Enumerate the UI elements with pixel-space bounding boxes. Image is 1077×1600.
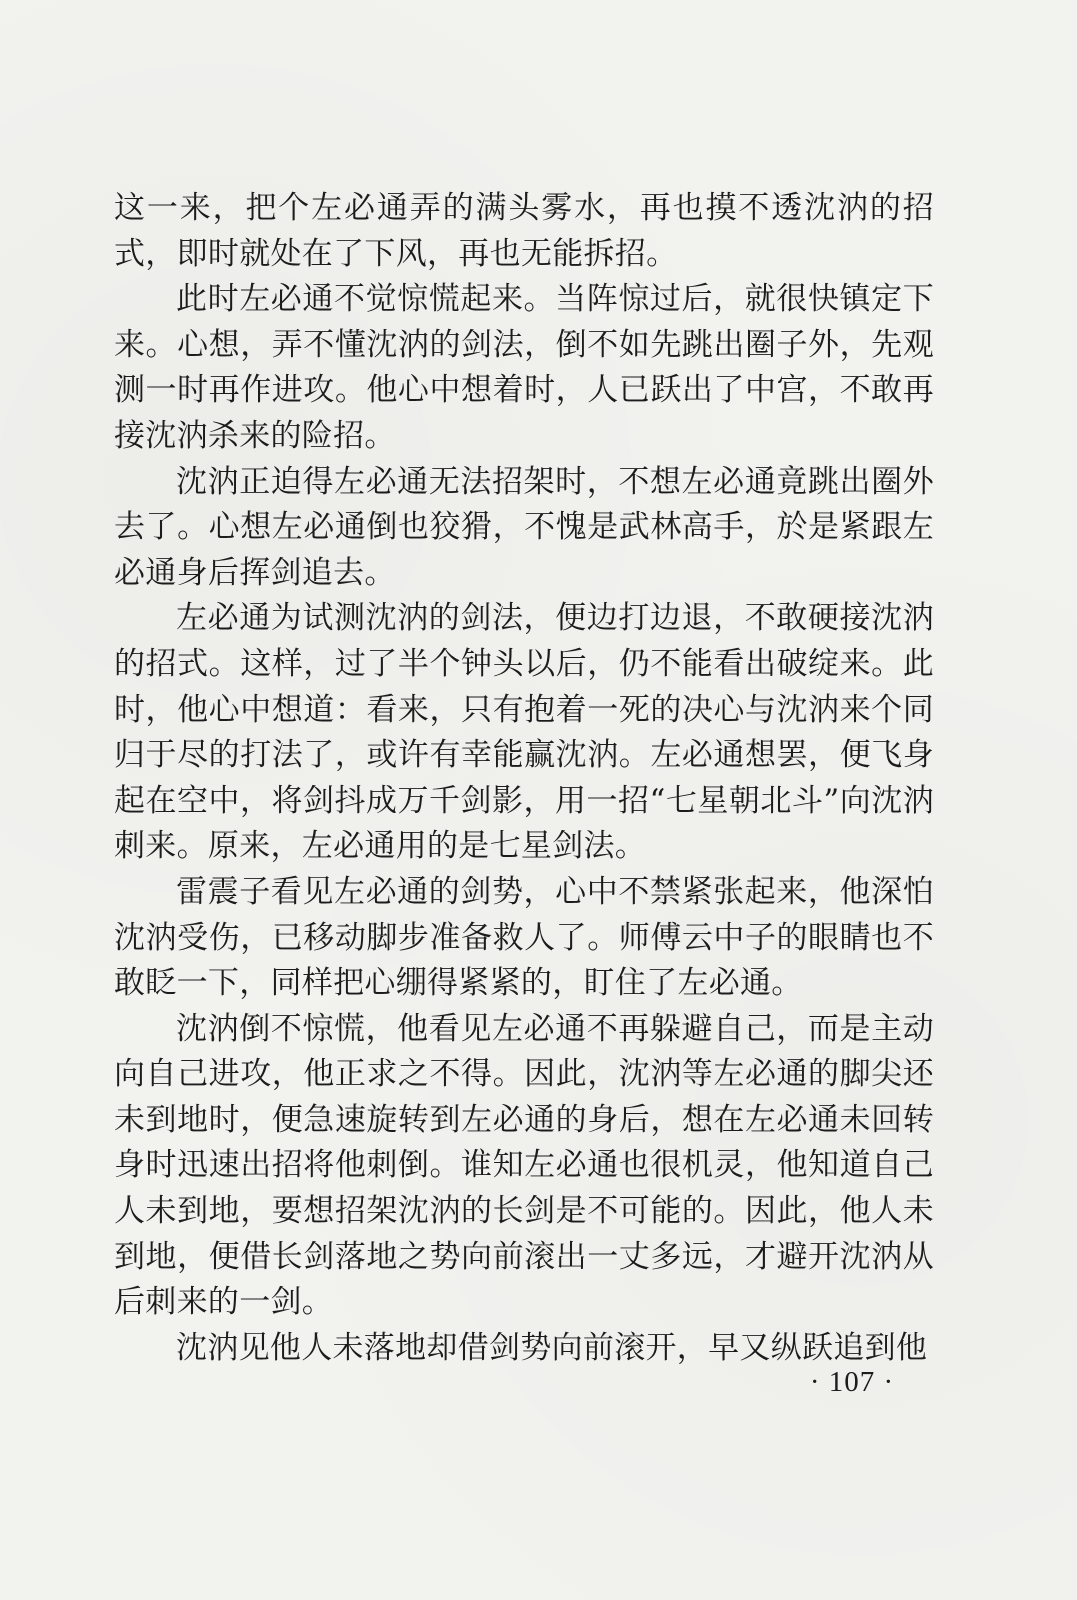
paragraph-2: 此时左必通不觉惊慌起来。当阵惊过后，就很快镇定下来。心想，弄不懂沈汭的剑法，倒不如先跳出圈子外，先观测一时再作进攻。他心中想着时，人已跃出了中宫，不敢再接沈汭杀来的险招。 [114, 281, 934, 454]
paragraph-3: 沈汭正迫得左必通无法招架时，不想左必通竟跳出圈外去了。心想左必通倒也狡猾，不愧是武林高手，於是紧跟左必通身后挥剑追去。 [114, 463, 934, 591]
page-number: · 107 · [809, 1366, 895, 1398]
paragraph-7: 沈汭见他人未落地却借剑势向前滚开，早又纵跃追到他 [176, 1329, 928, 1366]
paragraph-1: 这一来，把个左必通弄的满头雾水，再也摸不透沈汭的招式，即时就处在了下风，再也无能拆招。 [114, 190, 934, 272]
body-text [114, 186, 934, 1371]
paragraph-4: 左必通为试测沈汭的剑法，便边打边退，不敢硬接沈汭的招式。这样，过了半个钟头以后，仍不能看出破绽来。此时，他心中想道：看来，只有抱着一死的决心与沈汭来个同归于尽的打法了，或许有幸能赢沈汭。左必通想罢，便飞身起在空中，将剑抖成万千剑影，用一招“七星朝北斗”向沈汭刺来。原来，左必通用的是七星剑法。 [114, 600, 934, 865]
paragraph-6: 沈汭倒不惊慌，他看见左必通不再躲避自己，而是主动向自己进攻，他正求之不得。因此，沈汭等左必通的脚尖还未到地时，便急速旋转到左必通的身后，想在左必通未回转身时迅速出招将他刺倒。谁知左必通也很机灵，他知道自己人未到地，要想招架沈汭的长剑是不可能的。因此，他人未到地，便借长剑落地之势向前滚出一丈多远，才避开沈汭从后刺来的一剑。 [114, 1010, 934, 1321]
paragraph-5: 雷震子看见左必通的剑势，心中不禁紧张起来，他深怕沈汭受伤，已移动脚步准备救人了。师傅云中子的眼睛也不敢眨一下，同样把心绷得紧紧的，盯住了左必通。 [114, 873, 934, 1002]
